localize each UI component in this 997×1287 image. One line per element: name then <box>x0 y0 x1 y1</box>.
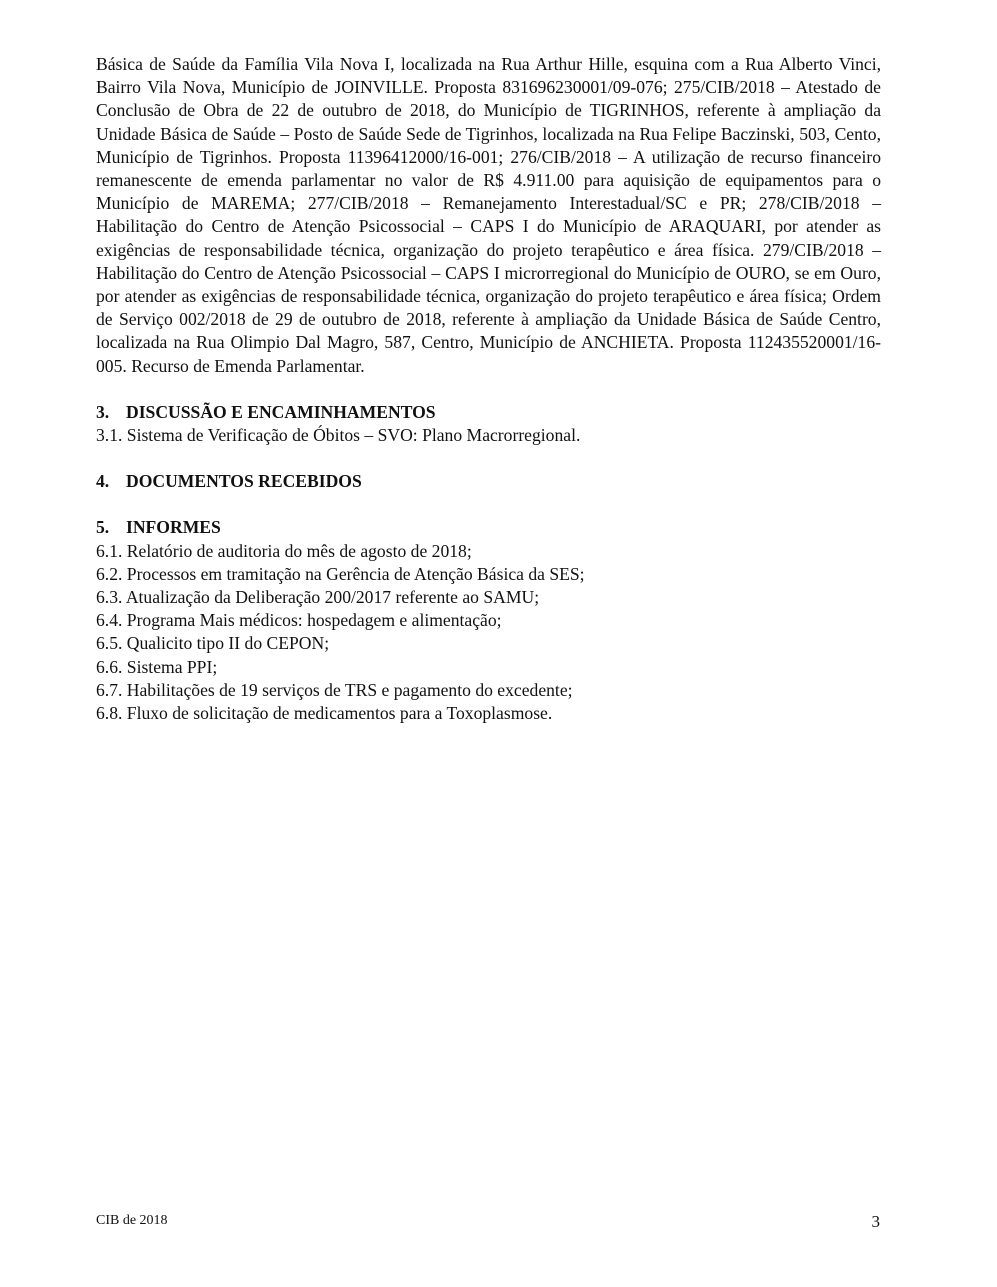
list-item: 6.2. Processos em tramitação na Gerência de Atenção Básica da SES; <box>96 563 585 584</box>
body-paragraph: Básica de Saúde da Família Vila Nova I, localizada na Rua Arthur Hille, esquina com a Rua Alberto Vinci, Bairro Vila Nova, Município de JOINVILLE. Proposta 831696230001/09-076; 275/CIB/2018 – Atestado de Conclusão de Obra de 22 de outubro de 2018, do Município de TIGRINHOS, referente à ampliação da Unidade Básica de Saúde – Posto de Saúde Sede de Tigrinhos, localizada na Rua Felipe Baczinski, 503, Cento, Município de Tigrinhos. Proposta 11396412000/16-001; 276/CIB/2018 – A utilização de recurso financeiro remanescente de emenda parlamentar no valor de R$ 4.911.00 para aquisição de equipamentos para o Município de MAREMA; 277/CIB/2018 – Remanejamento Interestadual/SC e PR; 278/CIB/2018 – Habilitação do Centro de Atenção Psicossocial – CAPS I do Município de ARAQUARI, por atender as exigências de responsabilidade técnica, organização do projeto terapêutico e área física. 279/CIB/2018 – Habilitação do Centro de Atenção Psicossocial – CAPS I microrregional do Município de OURO, se em Ouro, por atender as exigências de responsabilidade técnica, organização do projeto terapêutico e área física; Ordem de Serviço 002/2018 de 29 de outubro de 2018, referente à ampliação da Unidade Básica de Saúde Centro, localizada na Rua Olimpio Dal Magro, 587, Centro, Município de ANCHIETA. Proposta 112435520001/16-005. Recurso de Emenda Parlamentar. <box>96 54 881 376</box>
list-item: 6.8. Fluxo de solicitação de medicamentos para a Toxoplasmose. <box>96 703 553 724</box>
list-item: 6.6. Sistema PPI; <box>96 656 218 677</box>
section-number: 5. <box>96 517 110 538</box>
list-item: 6.7. Habilitações de 19 serviços de TRS e pagamento do excedente; <box>96 679 573 700</box>
section-heading <box>96 516 881 539</box>
list-item: 6.5. Qualicito tipo II do CEPON; <box>96 633 330 654</box>
section-discussao <box>96 401 881 447</box>
section-heading <box>96 401 881 424</box>
section-informes <box>96 516 881 725</box>
document-content <box>96 53 881 725</box>
section-title: DOCUMENTOS RECEBIDOS <box>126 471 362 492</box>
section-number: 3. <box>96 401 110 422</box>
section-heading <box>96 470 881 493</box>
section-title: INFORMES <box>126 517 221 538</box>
section-title: DISCUSSÃO E ENCAMINHAMENTOS <box>126 401 436 422</box>
list-item: 3.1. Sistema de Verificação de Óbitos – SVO: Plano Macrorregional. <box>96 425 581 446</box>
section-number: 4. <box>96 471 110 492</box>
list-item: 6.3. Atualização da Deliberação 200/2017 referente ao SAMU; <box>96 587 540 608</box>
footer-label: CIB de 2018 <box>96 1213 168 1228</box>
list-item: 6.1. Relatório de auditoria do mês de agosto de 2018; <box>96 540 472 561</box>
list-item: 6.4. Programa Mais médicos: hospedagem e alimentação; <box>96 610 502 631</box>
page-number: 3 <box>871 1212 880 1231</box>
section-documentos-recebidos <box>96 470 881 493</box>
